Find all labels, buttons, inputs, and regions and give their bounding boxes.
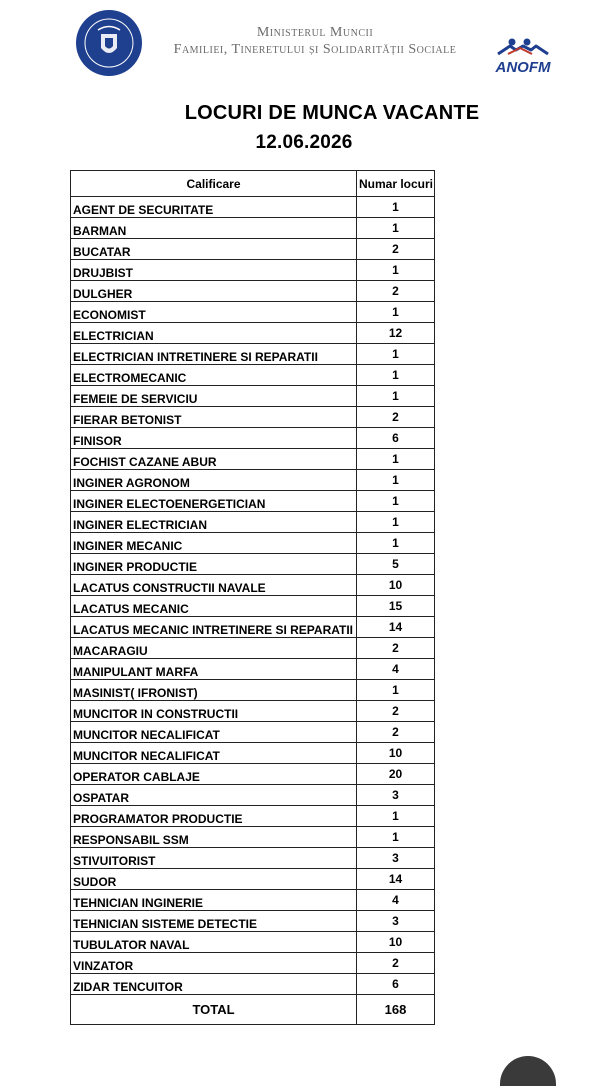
ministry-line-1: Ministerul Muncii — [256, 25, 374, 40]
job-title-cell: MASINIST( IFRONIST) — [71, 680, 357, 701]
job-title-cell: OPERATOR CABLAJE — [71, 764, 357, 785]
table-row — [71, 869, 435, 890]
job-title-cell: TUBULATOR NAVAL — [71, 932, 357, 953]
job-title-cell: MUNCITOR IN CONSTRUCTII — [71, 701, 357, 722]
anofm-logo-text: ANOFM — [495, 59, 551, 76]
job-title-cell: MUNCITOR NECALIFICAT — [71, 743, 357, 764]
table-row — [71, 764, 435, 785]
table-row — [71, 890, 435, 911]
vacancy-count-cell: 3 — [357, 911, 435, 932]
column-header-numar-locuri: Numar locuri — [357, 171, 435, 197]
job-title-cell: TEHNICIAN INGINERIE — [71, 890, 357, 911]
job-title-cell: INGINER MECANIC — [71, 533, 357, 554]
vacancies-table — [70, 170, 435, 1025]
table-row — [71, 323, 435, 344]
vacancy-count-cell: 14 — [357, 617, 435, 638]
total-label: TOTAL — [71, 995, 357, 1025]
table-row — [71, 260, 435, 281]
vacancy-count-cell: 14 — [357, 869, 435, 890]
vacancy-count-cell: 2 — [357, 239, 435, 260]
job-title-cell: FINISOR — [71, 428, 357, 449]
vacancy-count-cell: 6 — [357, 428, 435, 449]
vacancy-count-cell: 2 — [357, 407, 435, 428]
vacancy-count-cell: 10 — [357, 932, 435, 953]
table-row — [71, 512, 435, 533]
table-row — [71, 302, 435, 323]
table-row — [71, 722, 435, 743]
job-title-cell: TEHNICIAN SISTEME DETECTIE — [71, 911, 357, 932]
table-row — [71, 428, 435, 449]
table-row — [71, 680, 435, 701]
government-seal-logo — [74, 8, 144, 78]
table-row — [71, 344, 435, 365]
job-title-cell: INGINER ELECTRICIAN — [71, 512, 357, 533]
job-title-cell: MANIPULANT MARFA — [71, 659, 357, 680]
job-title-cell: INGINER ELECTOENERGETICIAN — [71, 491, 357, 512]
vacancy-count-cell: 2 — [357, 722, 435, 743]
table-row — [71, 596, 435, 617]
vacancy-count-cell: 1 — [357, 827, 435, 848]
table-row — [71, 575, 435, 596]
vacancy-count-cell: 1 — [357, 260, 435, 281]
vacancy-count-cell: 2 — [357, 638, 435, 659]
vacancy-count-cell: 1 — [357, 197, 435, 218]
job-title-cell: ELECTRICIAN INTRETINERE SI REPARATII — [71, 344, 357, 365]
job-title-cell: PROGRAMATOR PRODUCTIE — [71, 806, 357, 827]
job-title-cell: SUDOR — [71, 869, 357, 890]
table-row — [71, 827, 435, 848]
vacancy-count-cell: 20 — [357, 764, 435, 785]
table-row — [71, 533, 435, 554]
vacancy-count-cell: 1 — [357, 302, 435, 323]
page-header — [0, 0, 600, 90]
vacancy-count-cell: 4 — [357, 659, 435, 680]
table-row — [71, 554, 435, 575]
ministry-name — [150, 24, 480, 58]
job-title-cell: DRUJBIST — [71, 260, 357, 281]
total-value: 168 — [357, 995, 435, 1025]
job-title-cell: BARMAN — [71, 218, 357, 239]
vacancy-count-cell: 1 — [357, 806, 435, 827]
job-title-cell: ELECTROMECANIC — [71, 365, 357, 386]
vacancy-count-cell: 3 — [357, 785, 435, 806]
ministry-line-2: Familiei, Tineretului și Solidarității Sociale — [173, 42, 457, 57]
column-header-calificare: Calificare — [71, 171, 357, 197]
job-title-cell: LACATUS MECANIC INTRETINERE SI REPARATII — [71, 617, 357, 638]
table-row — [71, 743, 435, 764]
vacancy-count-cell: 4 — [357, 890, 435, 911]
table-row — [71, 470, 435, 491]
corner-overlay — [500, 1056, 556, 1086]
table-row — [71, 281, 435, 302]
job-title-cell: LACATUS MECANIC — [71, 596, 357, 617]
vacancy-count-cell: 1 — [357, 512, 435, 533]
table-row — [71, 848, 435, 869]
total-row — [71, 995, 435, 1025]
vacancy-count-cell: 1 — [357, 470, 435, 491]
job-title-cell: LACATUS CONSTRUCTII NAVALE — [71, 575, 357, 596]
table-row — [71, 659, 435, 680]
table-row — [71, 239, 435, 260]
vacancy-count-cell: 6 — [357, 974, 435, 995]
job-title-cell: BUCATAR — [71, 239, 357, 260]
job-title-cell: FIERAR BETONIST — [71, 407, 357, 428]
vacancy-count-cell: 1 — [357, 449, 435, 470]
vacancy-count-cell: 1 — [357, 386, 435, 407]
anofm-logo — [480, 36, 566, 76]
job-title-cell: MACARAGIU — [71, 638, 357, 659]
vacancy-count-cell: 10 — [357, 575, 435, 596]
job-title-cell: ECONOMIST — [71, 302, 357, 323]
table-row — [71, 932, 435, 953]
vacancy-count-cell: 1 — [357, 533, 435, 554]
vacancy-count-cell: 1 — [357, 344, 435, 365]
table-row — [71, 449, 435, 470]
job-title-cell: FOCHIST CAZANE ABUR — [71, 449, 357, 470]
table-row — [71, 407, 435, 428]
job-title-cell: STIVUITORIST — [71, 848, 357, 869]
page-title: LOCURI DE MUNCA VACANTE — [184, 102, 480, 124]
job-title-cell: VINZATOR — [71, 953, 357, 974]
table-row — [71, 785, 435, 806]
vacancy-count-cell: 15 — [357, 596, 435, 617]
job-title-cell: RESPONSABIL SSM — [71, 827, 357, 848]
report-date: 12.06.2026 — [255, 132, 353, 153]
table-row — [71, 218, 435, 239]
vacancy-count-cell: 2 — [357, 281, 435, 302]
job-title-cell: INGINER PRODUCTIE — [71, 554, 357, 575]
table-row — [71, 911, 435, 932]
job-title-cell: DULGHER — [71, 281, 357, 302]
vacancy-count-cell: 2 — [357, 953, 435, 974]
job-title-cell: OSPATAR — [71, 785, 357, 806]
job-title-cell: INGINER AGRONOM — [71, 470, 357, 491]
table-row — [71, 806, 435, 827]
vacancy-count-cell: 2 — [357, 701, 435, 722]
job-title-cell: ELECTRICIAN — [71, 323, 357, 344]
table-header-row — [71, 171, 435, 197]
vacancy-count-cell: 1 — [357, 365, 435, 386]
table-row — [71, 701, 435, 722]
vacancy-count-cell: 10 — [357, 743, 435, 764]
vacancy-count-cell: 3 — [357, 848, 435, 869]
table-row — [71, 617, 435, 638]
table-row — [71, 491, 435, 512]
vacancy-count-cell: 1 — [357, 680, 435, 701]
table-row — [71, 638, 435, 659]
job-title-cell: MUNCITOR NECALIFICAT — [71, 722, 357, 743]
table-row — [71, 953, 435, 974]
table-row — [71, 197, 435, 218]
vacancy-count-cell: 1 — [357, 218, 435, 239]
vacancy-count-cell: 1 — [357, 491, 435, 512]
vacancy-count-cell: 12 — [357, 323, 435, 344]
job-title-cell: FEMEIE DE SERVICIU — [71, 386, 357, 407]
table-row — [71, 974, 435, 995]
vacancy-count-cell: 5 — [357, 554, 435, 575]
table-row — [71, 386, 435, 407]
table-row — [71, 365, 435, 386]
job-title-cell: ZIDAR TENCUITOR — [71, 974, 357, 995]
job-title-cell: AGENT DE SECURITATE — [71, 197, 357, 218]
